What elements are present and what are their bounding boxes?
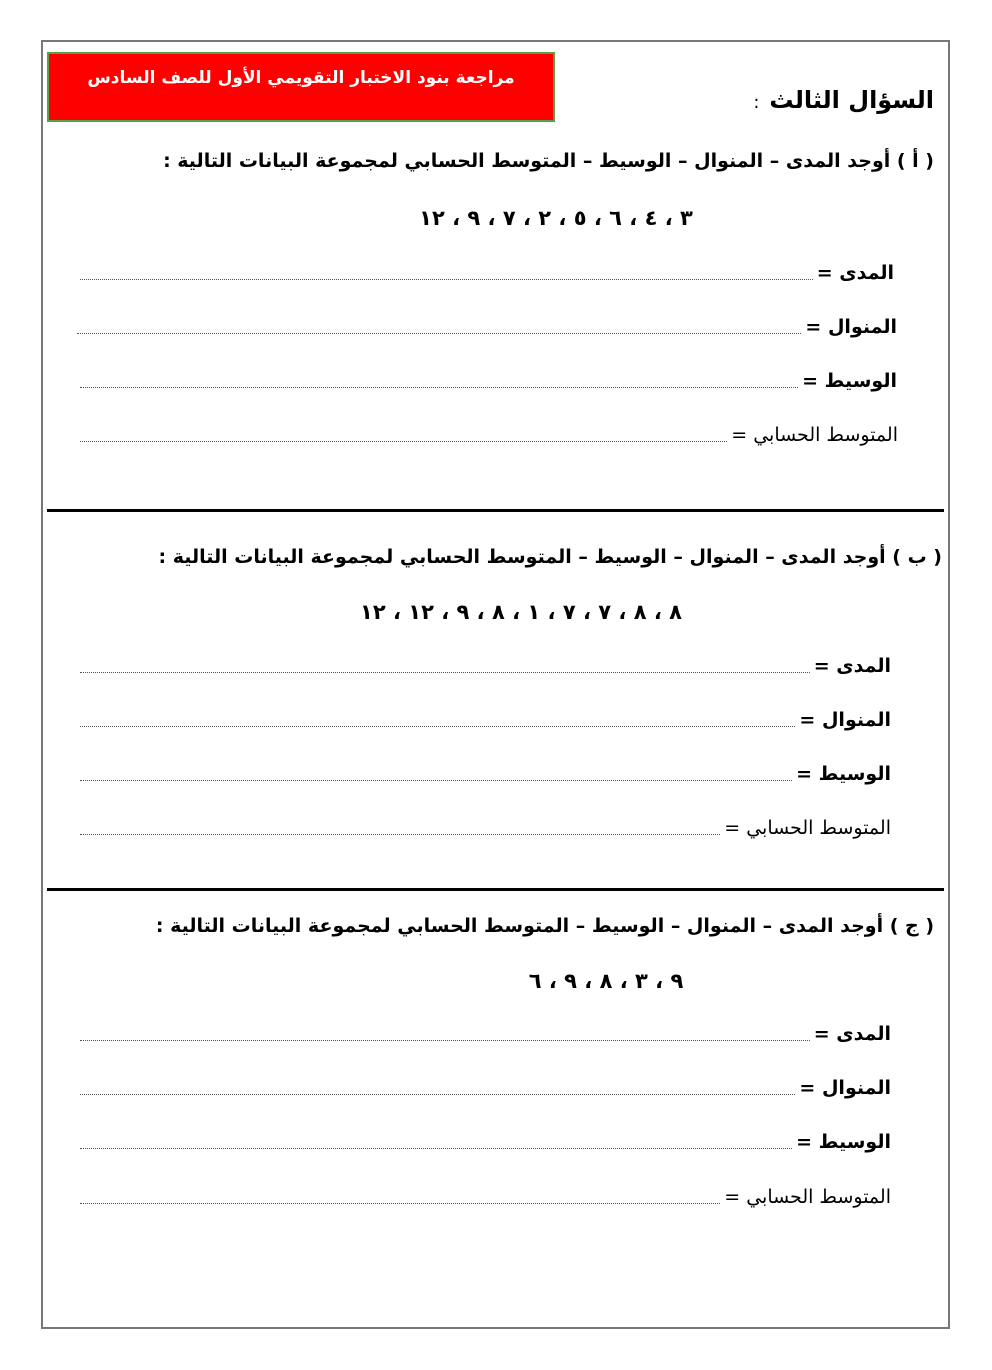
section-divider [47,888,944,891]
answer-blank[interactable] [77,332,801,334]
answer-blank[interactable] [80,779,792,781]
part-b-dataset: ٨ ، ٨ ، ٧ ، ٧ ، ١ ، ٨ ، ٩ ، ١٢ ، ١٢ [360,600,682,624]
answer-blank[interactable] [80,1093,795,1095]
part-b-mean-row [80,817,891,839]
part-a-median-row [80,370,897,392]
question-title-colon: : [753,92,760,113]
part-c-mean-row [80,1186,891,1208]
answer-blank[interactable] [80,386,798,388]
answer-blank[interactable] [80,440,727,442]
mode-label: المنوال = [805,316,897,338]
range-label: المدى = [813,1023,891,1045]
part-b-prompt: ( ب ) أوجد المدى – المنوال – الوسيط – المتوسط الحسابي لمجموعة البيانات التالية : [158,546,942,568]
median-label: الوسيط = [796,763,891,785]
range-label: المدى = [813,655,891,677]
answer-blank[interactable] [80,833,720,835]
answer-blank[interactable] [80,725,795,727]
part-b-range-row [80,655,891,677]
answer-blank[interactable] [80,1039,810,1041]
answer-blank[interactable] [80,278,813,280]
mean-label: المتوسط الحسابي = [731,424,898,446]
answer-blank[interactable] [80,1147,792,1149]
part-c-prompt: ( ج ) أوجد المدى – المنوال – الوسيط – المتوسط الحسابي لمجموعة البيانات التالية : [155,915,934,937]
mode-label: المنوال = [799,709,891,731]
answer-blank[interactable] [80,1202,720,1204]
part-a-range-row [80,262,894,284]
section-divider [47,509,944,512]
median-label: الوسيط = [796,1131,891,1153]
review-banner: مراجعة بنود الاختبار التقويمي الأول للصف السادس [47,52,555,122]
part-c-range-row [80,1023,891,1045]
part-a-mean-row [80,424,898,446]
range-label: المدى = [816,262,894,284]
part-b-median-row [80,763,891,785]
mean-label: المتوسط الحسابي = [724,1186,891,1208]
median-label: الوسيط = [802,370,897,392]
part-b-mode-row [80,709,891,731]
answer-blank[interactable] [80,671,810,673]
part-a-prompt: ( أ ) أوجد المدى – المنوال – الوسيط – المتوسط الحسابي لمجموعة البيانات التالية : [163,150,934,172]
part-a-dataset: ٣ ، ٤ ، ٦ ، ٥ ، ٢ ، ٧ ، ٩ ، ١٢ [419,206,693,230]
part-a-mode-row [77,316,897,338]
mode-label: المنوال = [799,1077,891,1099]
part-c-dataset: ٩ ، ٣ ، ٨ ، ٩ ، ٦ [528,969,684,993]
part-c-median-row [80,1131,891,1153]
part-c-mode-row [80,1077,891,1099]
mean-label: المتوسط الحسابي = [724,817,891,839]
question-title [753,86,934,114]
question-title-text: السؤال الثالث [769,86,934,114]
